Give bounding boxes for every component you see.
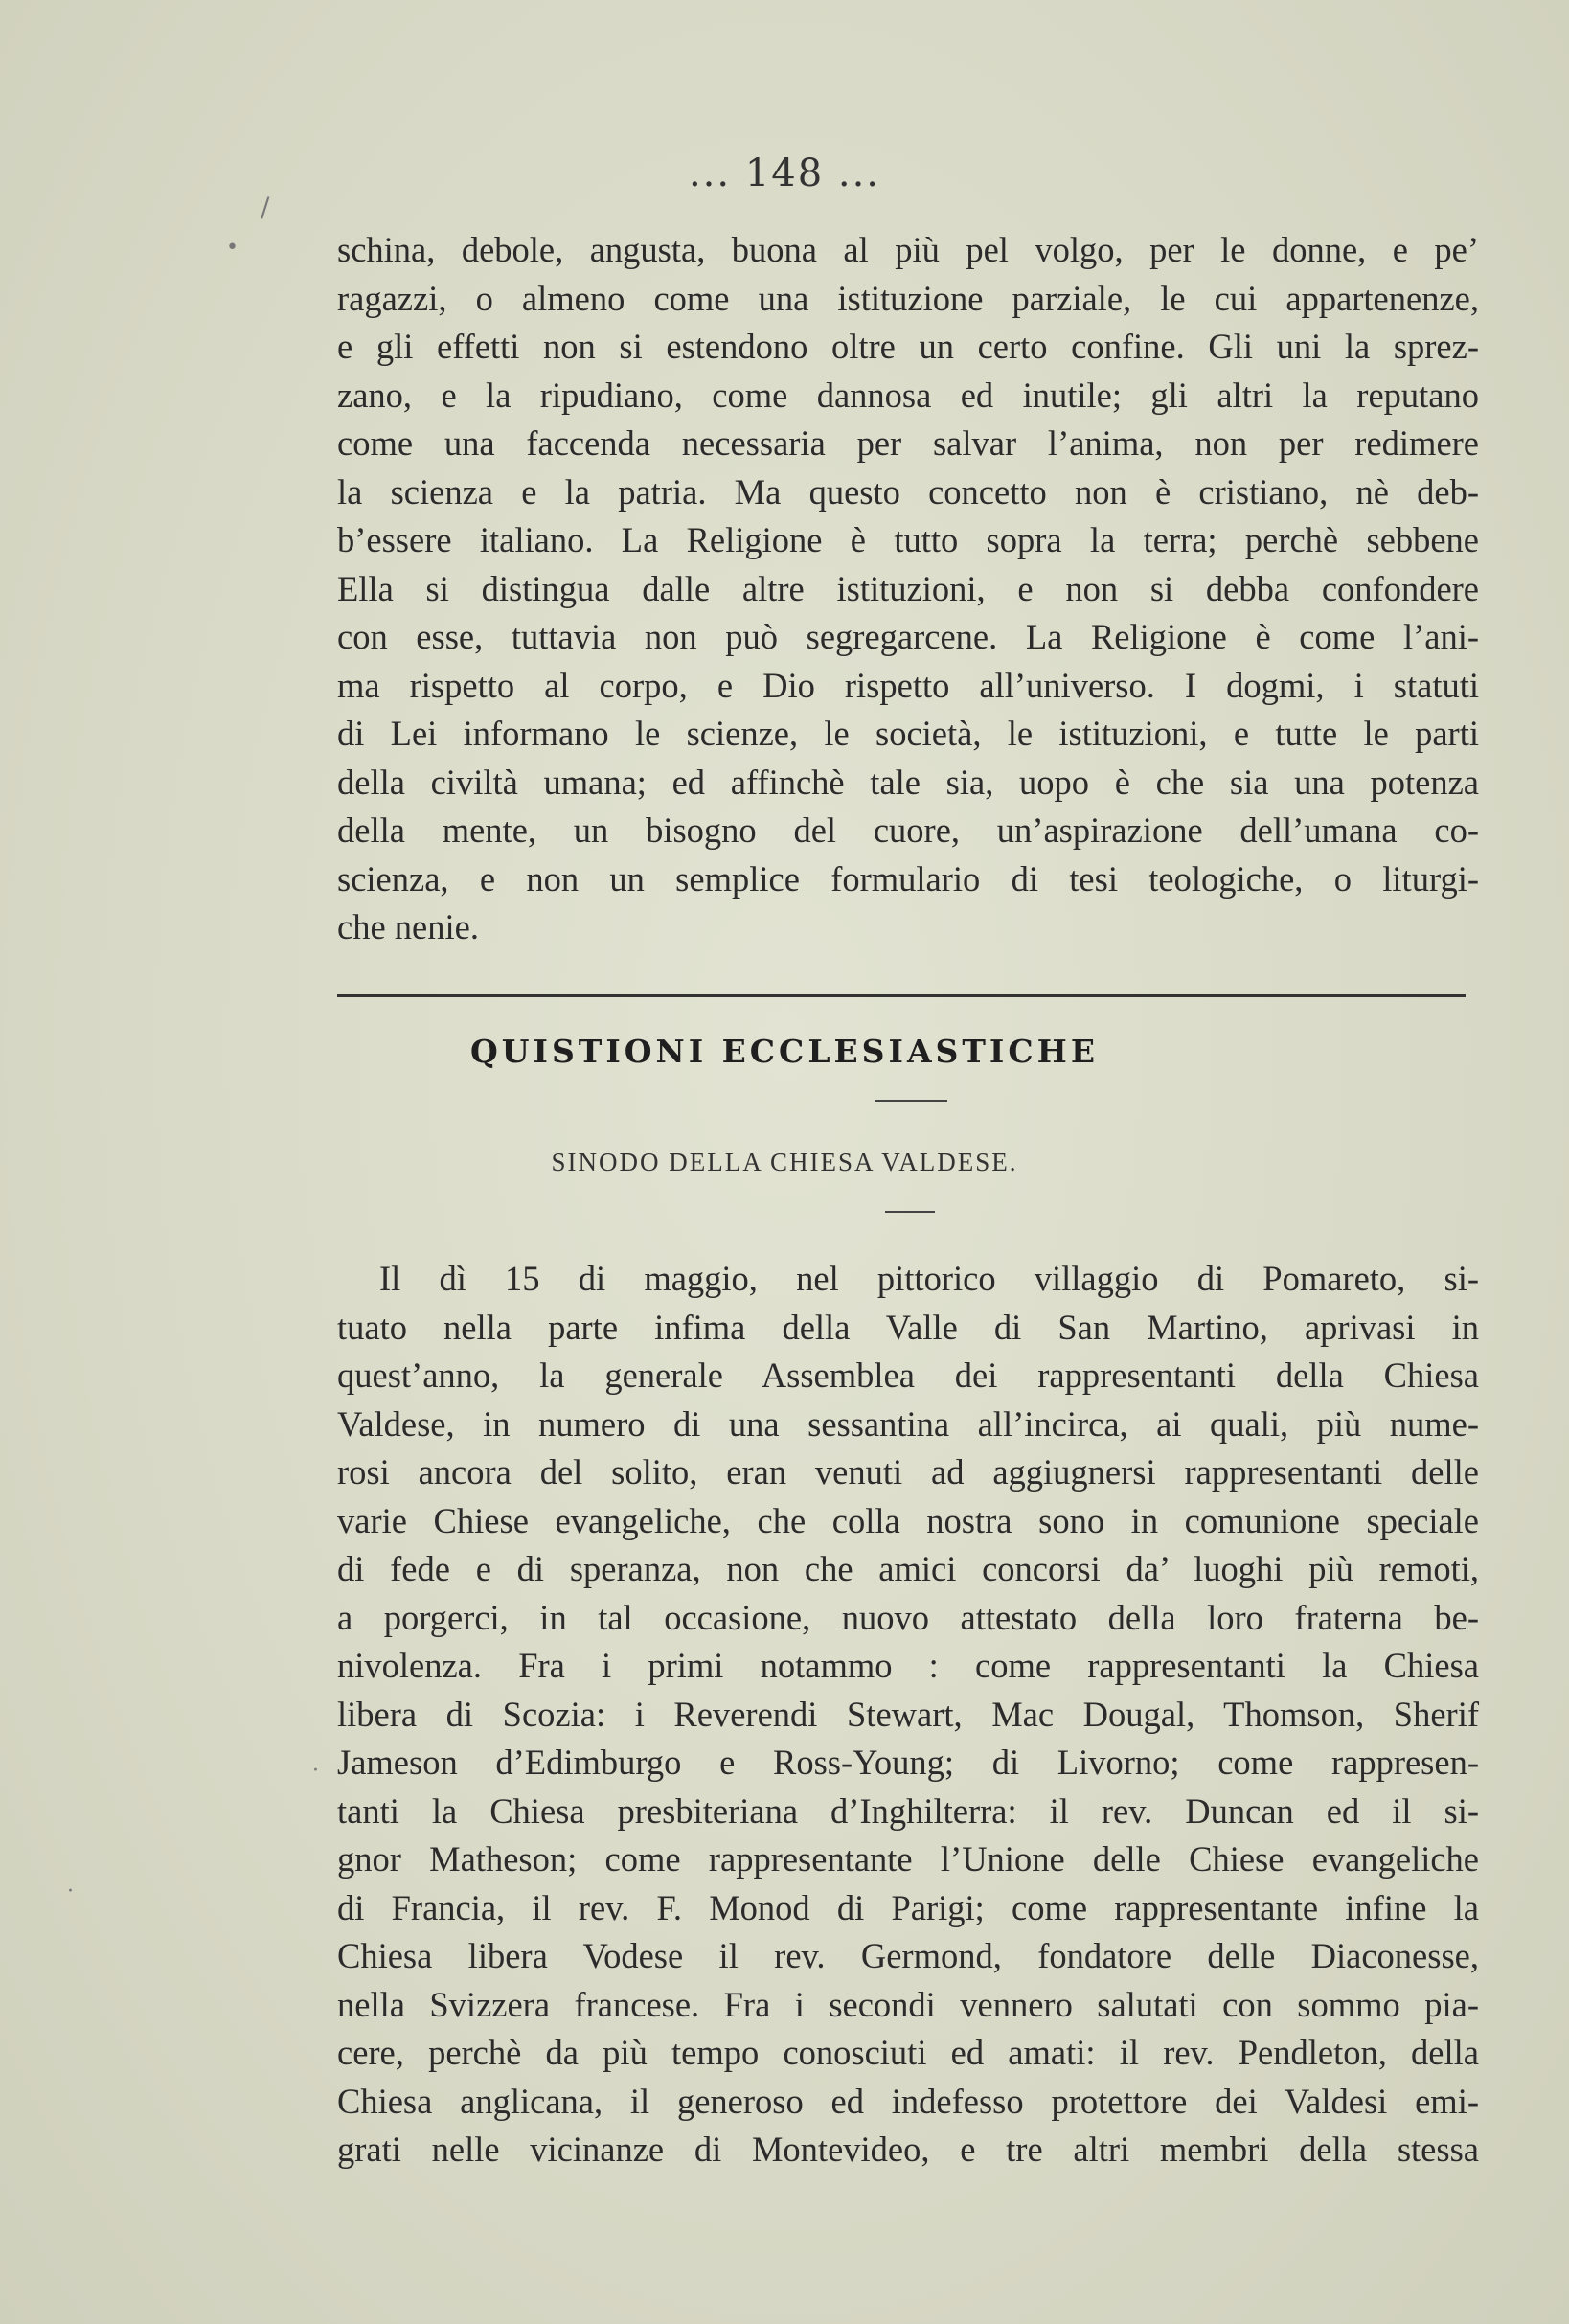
text-line: la scienza e la patria. Ma questo concetto non è cristiano, nè deb-: [337, 471, 1479, 512]
text-line: della civiltà umana; ed affinchè tale sia, uopo è che sia una potenza: [337, 762, 1479, 802]
article-subtitle: SINODO DELLA CHIESA VALDESE.: [551, 1148, 1018, 1176]
subtitle-underline: [885, 1211, 935, 1213]
text-line: quest’anno, la generale Assemblea dei rappresentanti della Chiesa: [337, 1356, 1479, 1395]
page-number: ... 148 ...: [688, 151, 881, 195]
text-line: tanti la Chiesa presbiteriana d’Inghilterra: il rev. Duncan ed il si-: [337, 1790, 1479, 1831]
text-line: Chiesa libera Vodese il rev. Germond, fondatore delle Diaconesse,: [337, 1936, 1479, 1975]
section-title: QUISTIONI ECCLESIASTICHE: [470, 1033, 1099, 1070]
text-line: ragazzi, o almeno come una istituzione parziale, le cui appartenenze,: [337, 278, 1479, 318]
text-line: di Lei informano le scienze, le società, le istituzioni, e tutte le parti: [337, 714, 1479, 753]
text-line: grati nelle vicinanze di Montevideo, e tre altri membri della stessa: [337, 2130, 1479, 2169]
text-line: di fede e di speranza, non che amici concorsi da’ luoghi più remoti,: [337, 1549, 1479, 1588]
text-line: a porgerci, in tal occasione, nuovo attestato della loro fraterna be-: [337, 1597, 1479, 1637]
text-line: con esse, tuttavia non può segregarcene. La Religione è come l’ani-: [337, 617, 1479, 656]
text-line: zano, e la ripudiano, come dannosa ed inutile; gli altri la reputano: [337, 375, 1479, 415]
ink-speck: ·: [67, 1880, 74, 1903]
text-line: cere, perchè da più tempo conosciuti ed amati: il rev. Pendleton, della: [337, 2033, 1479, 2072]
text-line: Jameson d’Edimburgo e Ross-Young; di Livorno; come rappresen-: [337, 1743, 1479, 1782]
ink-speck: •: [226, 236, 239, 260]
text-line: schina, debole, angusta, buona al più pel volgo, per le donne, e pe’: [337, 230, 1479, 269]
text-line: libera di Scozia: i Reverendi Stewart, Mac Dougal, Thomson, Sherif: [337, 1694, 1479, 1734]
text-line: scienza, e non un semplice formulario di tesi teologiche, o liturgi-: [337, 858, 1479, 899]
text-line: tuato nella parte infima della Valle di San Martino, aprivasi in: [337, 1307, 1479, 1347]
text-line: Chiesa anglicana, il generoso ed indefesso protettore dei Valdesi emi-: [337, 2081, 1479, 2121]
text-line: nivolenza. Fra i primi notammo : come rappresentanti la Chiesa: [337, 1646, 1479, 1685]
text-line: Il dì 15 di maggio, nel pittorico villaggio di Pomareto, si-: [379, 1259, 1479, 1298]
text-line: ma rispetto al corpo, e Dio rispetto all’universo. I dogmi, i statuti: [337, 665, 1479, 705]
preceding-article-text: [337, 226, 1479, 952]
text-line: Valdese, in numero di una sessantina all’incirca, ai quali, più nume-: [337, 1403, 1479, 1444]
text-line: rosi ancora del solito, eran venuti ad aggiugnersi rappresentanti delle: [337, 1452, 1479, 1492]
text-line: b’essere italiano. La Religione è tutto sopra la terra; perchè sebbene: [337, 520, 1479, 559]
text-line: di Francia, il rev. F. Monod di Parigi; come rappresentante infine la: [337, 1887, 1479, 1927]
text-line: come una faccenda necessaria per salvar l’anima, non per redimere: [337, 423, 1479, 463]
section-divider: [337, 994, 1466, 997]
text-line: nella Svizzera francese. Fra i secondi vennero salutati con sommo pia-: [337, 1984, 1479, 2024]
article-body: [337, 1255, 1479, 2175]
text-line: che nenie.: [337, 907, 479, 946]
text-line: gnor Matheson; come rappresentante l’Unione delle Chiese evangeliche: [337, 1839, 1479, 1879]
text-line: Ella si distingua dalle altre istituzioni, e non si debba confondere: [337, 568, 1479, 608]
text-line: e gli effetti non si estendono oltre un certo confine. Gli uni la sprez-: [337, 327, 1479, 366]
ink-mark: /: [261, 192, 270, 223]
text-line: della mente, un bisogno del cuore, un’aspirazione dell’umana co-: [337, 810, 1479, 850]
text-line: varie Chiese evangeliche, che colla nostra sono in comunione speciale: [337, 1500, 1479, 1540]
title-underline: [875, 1100, 947, 1102]
ink-speck: ·: [312, 1759, 319, 1783]
